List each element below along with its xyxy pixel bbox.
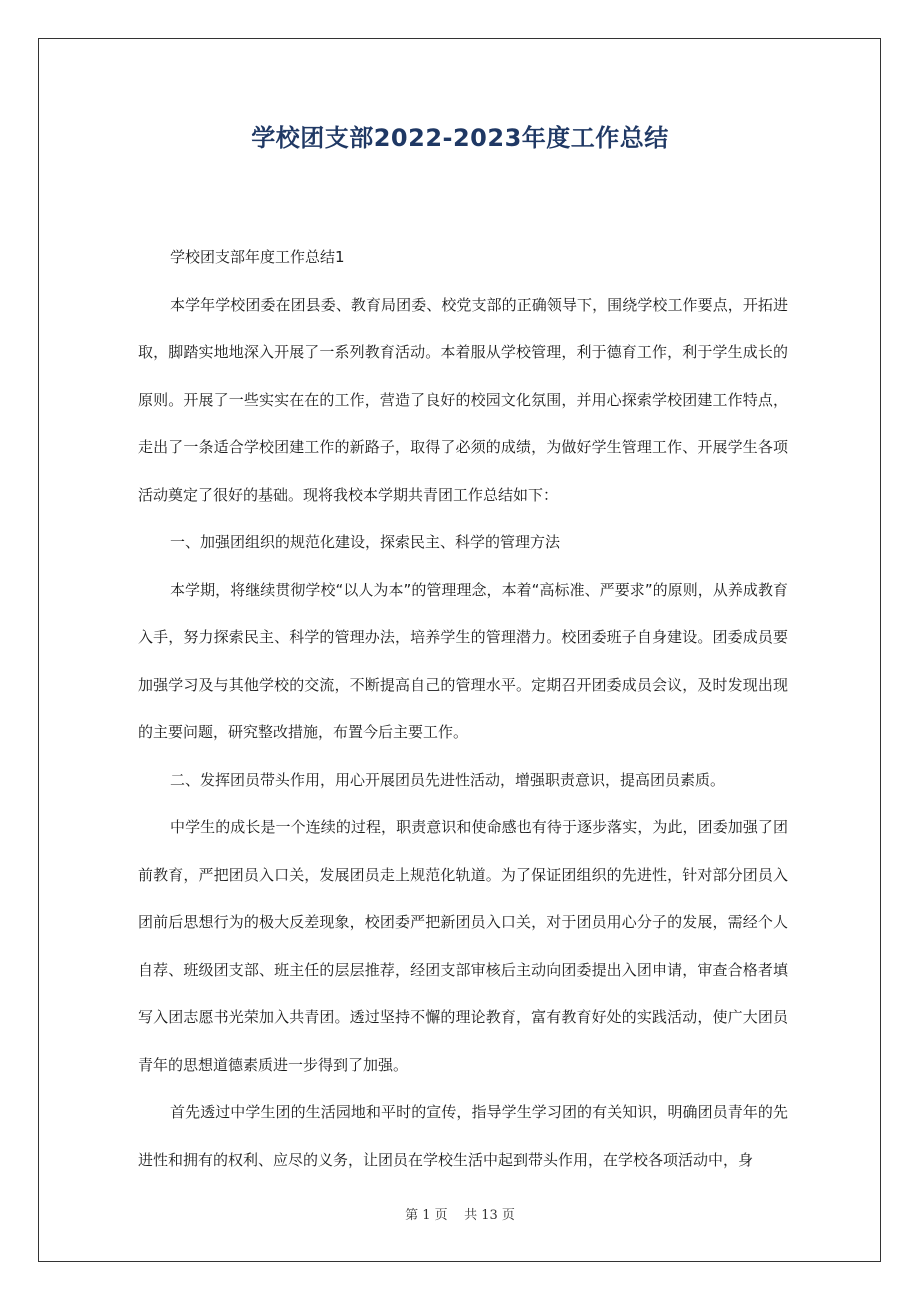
- section-heading: 一、加强团组织的规范化建设，探索民主、科学的管理方法: [170, 533, 561, 551]
- section-heading: 二、发挥团员带头作用，用心开展团员先进性活动，增强职责意识，提高团员素质。: [170, 770, 726, 789]
- page-number: 第 1 页 共 13 页: [405, 1208, 515, 1223]
- document-body: [138, 234, 788, 1184]
- page-footer: [0, 1204, 920, 1228]
- body-paragraph: 中学生的成长是一个连续的过程，职责意识和使命感也有待于逐步落实，为此，团委加强了团前教育，严把团员入口关，发展团员走上规范化轨道。为了保证团组织的先进性，针对部分团员入团前后思想行为的极大反差现象，校团委严把新团员入口关，对于团员用心分子的发展，需经个人自荐、班级团支部、班主任的层层推荐，经团支部审核后主动向团委提出入团申请，审查合格者填写入团志愿书光荣加入共青团。透过坚持不懈的理论教育，富有教育好处的实践活动，使广大团员青年的思想道德素质进一步得到了加强。: [138, 818, 788, 1074]
- body-paragraph: 本学年学校团委在团县委、教育局团委、校党支部的正确领导下，围绕学校工作要点，开拓进取，脚踏实地地深入开展了一系列教育活动。本着服从学校管理，利于德育工作，利于学生成长的原则。开展了一些实实在在的工作，营造了良好的校园文化氛围，并用心探索学校团建工作特点，走出了一条适合学校团建工作的新路子，取得了必须的成绩，为做好学生管理工作、开展学生各项活动奠定了很好的基础。现将我校本学期共青团工作总结如下：: [138, 295, 788, 504]
- body-paragraph: 本学期，将继续贯彻学校“以人为本”的管理理念，本着“高标准、严要求”的原则，从养成教育入手，努力探索民主、科学的管理办法，培养学生的管理潜力。校团委班子自身建设。团委成员要加强学习及与其他学校的交流，不断提高自己的管理水平。定期召开团委成员会议，及时发现出现的主要问题，研究整改措施，布置今后主要工作。: [138, 580, 788, 741]
- body-paragraph: 首先透过中学生团的生活园地和平时的宣传，指导学生学习团的有关知识，明确团员青年的先进性和拥有的权利、应尽的义务，让团员在学校生活中起到带头作用，在学校各项活动中，身: [138, 1103, 788, 1169]
- section-heading: 学校团支部年度工作总结1: [170, 248, 345, 266]
- document-title: 学校团支部2022-2023年度工作总结: [251, 124, 669, 152]
